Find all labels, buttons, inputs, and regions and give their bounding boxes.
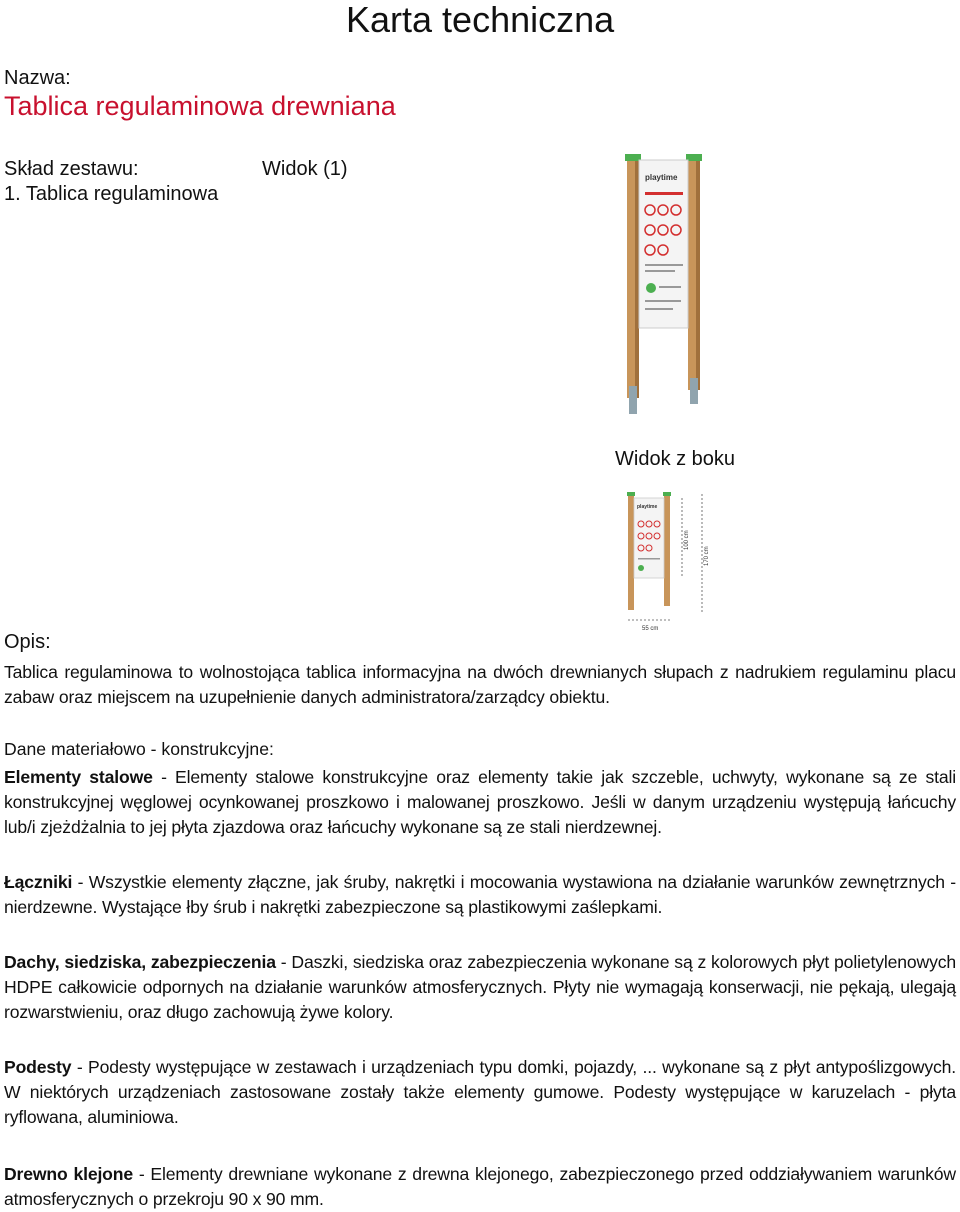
side-view-label: Widok z boku [615,448,736,470]
set-label: Skład zestawu: [4,158,139,180]
section-roofs-term: Dachy, siedziska, zabezpieczenia [4,952,276,972]
materials-label: Dane materiałowo - konstrukcyjne: [4,739,274,759]
section-platforms [4,1055,956,1130]
section-wood-term: Drewno klejone [4,1164,134,1184]
name-label: Nazwa: [4,67,71,89]
section-fasteners-term: Łączniki [4,872,73,892]
section-steel [4,765,956,840]
section-platforms-text: - Podesty występujące w zestawach i urządzeniach typu domki, pojazdy, ... wykonane są z płyt antypoślizgowych. W niektórych urządzeniach zastosowane zostały także elementy gumowe. Podesty występujące w karuzelach - płyta ryflowana, aluminiowa. [4,1057,956,1127]
svg-text:playtime: playtime [645,173,678,182]
section-roofs [4,950,956,1025]
section-platforms-term: Podesty [4,1057,72,1077]
section-wood [4,1162,956,1212]
section-steel-term: Elementy stalowe [4,767,153,787]
product-front-view-image [615,150,725,418]
section-wood-text: - Elementy drewniane wykonane z drewna klejonego, zabezpieczonego przed oddziaływaniem warunków atmosferycznych o przekroju 90 x 90 mm. [4,1164,956,1209]
section-fasteners [4,870,956,920]
dimension-brand-text: playtime [637,504,658,510]
description-text: Tablica regulaminowa to wolnostojąca tablica informacyjna na dwóch drewnianych słupach z nadrukiem regulaminu placu zabaw oraz miejscem na uzupełnienie danych administratora/zarządcy obiektu. [4,662,956,707]
section-roofs-text: - Daszki, siedziska oraz zabezpieczenia wykonane są z kolorowych płyt polietylenowych HDPE całkowicie odpornych na działanie warunków atmosferycznych. Płyty nie wymagają konserwacji, nie pękają, ulegają rozwarstwieniu, oraz długo zachowują żywe kolory. [4,952,956,1022]
view-label: Widok (1) [262,158,348,180]
product-dimension-view-image [610,484,730,636]
dimension-total-height: 170 cm [704,546,710,566]
product-name: Tablica regulaminowa drewniana [4,91,396,121]
dimension-board-height: 100 cm [684,530,690,550]
set-item: 1. Tablica regulaminowa [4,183,219,205]
section-steel-text: - Elementy stalowe konstrukcyjne oraz elementy takie jak szczeble, uchwyty, wykonane są ze stali konstrukcyjnej węglowej ocynkowanej proszkowo i malowanej proszkowo. Jeśli w danym urządzeniu występują łańcuchy lub/i zjeżdżalnia to jej płyta zjazdowa oraz łańcuchy wykonane są ze stali nierdzewnej. [4,767,957,837]
description-label: Opis: [4,631,51,653]
section-fasteners-text: - Wszystkie elementy złączne, jak śruby, nakrętki i mocowania wystawiona na działanie warunków zewnętrznych - nierdzewne. Wystające łby śrub i nakrętki zabezpieczone są plastikowymi zaślepkami. [4,872,956,917]
page-title: Karta techniczna [346,0,615,40]
dimension-width: 55 cm [642,626,659,632]
